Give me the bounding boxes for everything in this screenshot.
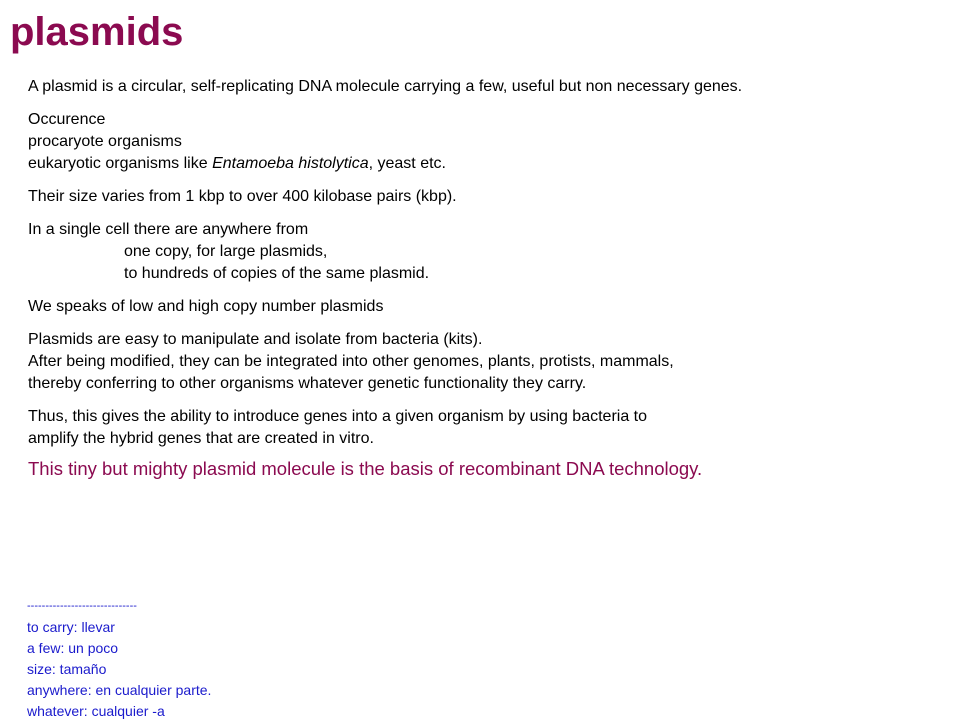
copies-intro: In a single cell there are anywhere from [28, 221, 309, 238]
manipulation-line-3: thereby conferring to other organisms whatever genetic functionality they carry. [28, 375, 587, 392]
glossary-item: anywhere: en cualquier parte. [27, 682, 212, 698]
glossary [27, 596, 211, 722]
occurrence-item-eukaryotic-prefix: eukaryotic organisms like [28, 155, 213, 172]
glossary-item: size: tamaño [27, 661, 107, 677]
glossary-separator: ------------------------------ [27, 600, 137, 612]
glossary-item: a few: un poco [27, 640, 119, 656]
manipulation-line-2: After being modified, they can be integrated into other genomes, plants, protists, mammals, [28, 353, 674, 370]
occurrence-item-eukaryotic [28, 153, 948, 175]
intro-text: A plasmid is a circular, self-replicating DNA molecule carrying a few, useful but non necessary genes. [28, 78, 743, 95]
occurrence-item-eukaryotic-suffix: , yeast etc. [368, 155, 446, 172]
copies-low: one copy, for large plasmids, [124, 243, 328, 260]
occurrence-item-procaryote: procaryote organisms [28, 133, 182, 150]
copy-number-text: We speaks of low and high copy number plasmids [28, 298, 384, 315]
occurrence-heading: Occurence [28, 111, 106, 128]
species-name: Entamoeba histolytica [212, 155, 369, 172]
page-title: plasmids [10, 10, 184, 54]
highlight-statement: This tiny but mighty plasmid molecule is the basis of recombinant DNA technology. [28, 458, 703, 479]
copies-high: to hundreds of copies of the same plasmid. [124, 265, 430, 282]
manipulation-line-1: Plasmids are easy to manipulate and isolate from bacteria (kits). [28, 331, 483, 348]
ability-line-1: Thus, this gives the ability to introduce genes into a given organism by using bacteria to [28, 408, 648, 425]
ability-line-2: amplify the hybrid genes that are created in vitro. [28, 430, 374, 447]
size-text: Their size varies from 1 kbp to over 400 kilobase pairs (kbp). [28, 188, 457, 205]
glossary-item: to carry: llevar [27, 619, 115, 635]
slide-body [28, 76, 948, 484]
glossary-item: whatever: cualquier -a [27, 703, 165, 719]
